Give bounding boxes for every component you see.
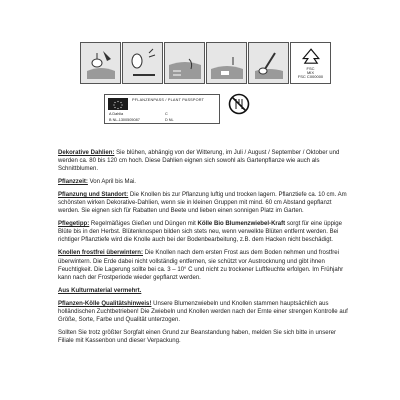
pflege-text-a: Regelmäßiges Gießen und Düngen mit [89,221,198,228]
care-icons-row [80,42,332,84]
planting-bulbs-icon [80,42,121,84]
passport-botanical: A Dahlia [109,112,124,116]
zeit-text: Von April bis Mai. [87,179,136,186]
frost-text: Die Knollen nach dem ersten Frost aus dem Boden nehmen und frostfrei überwintern. Die Erde dabei nicht vollständig entfernen, sie schützt vor Austrocknung und gibt ihnen Feuchtigkeit. Die Lagerung sollte bei ca. 3 – 10° C und nicht zu trockener Luftfeuchte erfolgen. Im Frühjahr kann nach der Frostperiode wieder gepflanzt werden. [58,250,344,281]
sun-shade-icon [206,42,247,84]
product-description [58,149,348,350]
fsc-label: FSC [306,66,315,71]
passport-c: C [165,112,168,116]
decorative-dahlias-paragraph [58,149,348,173]
pflege-text-b: sorgt für eine üppige Blüte bis in den Herbst. Blütenknospen bilden sich stets neu, wenn verwelkte Blüten entfernt werden. Bei richtiger Pflanztiefe wird die Knolle auch bei der Bodenbearbeitung, z.B. dem Hacken nicht beschädigt. [58,221,342,244]
stand-text: Die Knollen bis zur Pflanzung luftig und trocken lagern. Pflanztiefe ca. 10 cm. Am schönsten wirken Dekorative-Dahlien, wenn sie in kleinen Gruppen mit mind. 60 cm Abstand gepflanzt werden. Sie eignen sich für Rabatten und Beete und lieben einen sonnigen Platz im Garten. [58,192,347,215]
passport-title: PFLANZENPASS / PLANT PASSPORT [132,98,205,102]
stand-title: Pflanzung und Standort: [58,192,129,199]
fsc-line1: MIX [306,70,315,75]
planting-time-paragraph [58,178,348,186]
qual-title: Pflanzen-Kölle Qualitätshinweis! [58,300,152,307]
planting-depth-icon [164,42,205,84]
qual-text: Unsere Blumenzwiebeln und Knollen stammen hauptsächlich aus holländischen Zuchtbetrieben! Die Zwiebeln und Knollen werden nach der Ernte einer strengen Kontrolle auf Größe, Sorte, Farbe und Qualität unterzogen. [58,300,348,323]
deko-title: Dekorative Dahlien: [58,150,115,156]
passport-code: B NL-1300505087 [109,118,140,122]
kultur-text: Aus Kulturmaterial vermehrt. [58,287,142,294]
eu-flag-icon [108,98,128,110]
closing-paragraph: Sollten Sie trotz größter Sorgfalt einen Grund zur Beanstandung haben, melden Sie sich bitte in unserer Filiale mit Kassenbon und dieser Verpackung. [58,329,336,344]
zeit-title: Pflanzzeit: [58,179,88,186]
care-tip-paragraph [58,220,348,244]
propagation-note [58,287,348,295]
pflege-title: Pflegetipp: [58,221,90,228]
fsc-line2: FSC C000000 [297,74,324,79]
not-for-consumption-icon [228,93,250,115]
quality-paragraph [58,300,348,324]
frost-title: Knollen frostfrei überwintern: [58,250,143,257]
deko-text: Sie blühen, abhängig von der Witterung, im Juli / August / September / Oktober und werden ca. 80 bis 120 cm hoch. Diese Dahlien eignen sich sowohl als Gartenpflanze wie auch als Schnittblumen. [58,150,340,173]
plant-passport-label [104,94,220,124]
planting-location-paragraph [58,191,348,215]
fsc-logo-icon [290,42,331,84]
pflege-product: Kölle Bio Blumenzwiebel-Kraft [197,221,286,228]
digging-tool-icon [248,42,289,84]
passport-d: D NL [165,118,174,122]
watering-can-icon [122,42,163,84]
overwinter-paragraph [58,249,348,281]
